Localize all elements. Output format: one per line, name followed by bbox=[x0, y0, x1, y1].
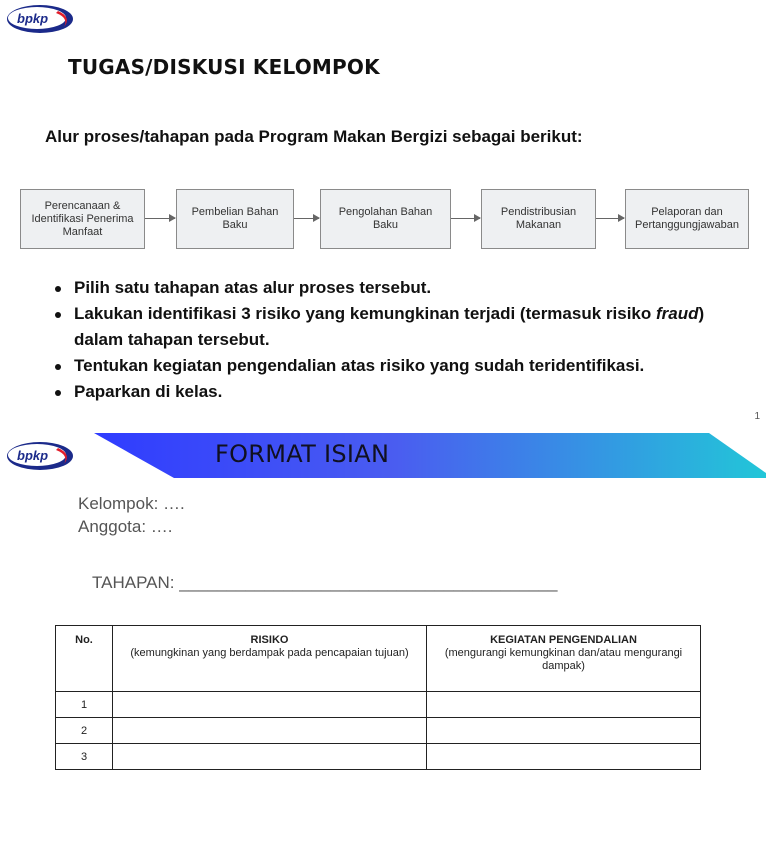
instruction-item: Lakukan identifikasi 3 risiko yang kemungkinan terjadi (termasuk risiko fraud) dalam tahapan tersebut. bbox=[53, 301, 753, 353]
flow-step-pendistribusian: Pendistribusian Makanan bbox=[481, 189, 596, 249]
table-header-row bbox=[56, 626, 701, 692]
bpkp-logo bbox=[6, 440, 78, 472]
process-flow bbox=[20, 189, 750, 251]
intro-text: Alur proses/tahapan pada Program Makan Bergizi sebagai berikut: bbox=[45, 127, 583, 146]
slide-tugas-diskusi bbox=[0, 0, 768, 430]
table-row bbox=[56, 718, 701, 744]
instruction-item: Tentukan kegiatan pengendalian atas risiko yang sudah teridentifikasi. bbox=[53, 353, 753, 379]
page-number: 1 bbox=[754, 411, 760, 422]
flow-arrow-icon bbox=[596, 218, 624, 219]
logo-text: bpkp bbox=[17, 448, 49, 463]
flow-step-pengolahan: Pengolahan Bahan Baku bbox=[320, 189, 451, 249]
kegiatan-cell[interactable] bbox=[427, 718, 701, 744]
risk-table bbox=[55, 625, 701, 770]
table-row bbox=[56, 692, 701, 718]
kegiatan-cell[interactable] bbox=[427, 744, 701, 770]
row-number: 2 bbox=[56, 718, 113, 744]
header-no: No. bbox=[56, 626, 113, 692]
flow-arrow-icon bbox=[294, 218, 319, 219]
bullet-icon bbox=[55, 364, 61, 370]
kelompok-field: Kelompok: …. bbox=[78, 494, 185, 513]
flow-step-pelaporan: Pelaporan dan Pertanggungjawaban bbox=[625, 189, 749, 249]
slide-format-isian bbox=[0, 430, 768, 866]
flow-step-pembelian: Pembelian Bahan Baku bbox=[176, 189, 294, 249]
kegiatan-cell[interactable] bbox=[427, 692, 701, 718]
page-title: TUGAS/DISKUSI KELOMPOK bbox=[68, 55, 380, 79]
section-title: FORMAT ISIAN bbox=[215, 440, 390, 468]
flow-arrow-icon bbox=[451, 218, 480, 219]
row-number: 3 bbox=[56, 744, 113, 770]
tahapan-field: TAHAPAN: ________________________________________ bbox=[92, 573, 558, 592]
header-kegiatan: KEGIATAN PENGENDALIAN (mengurangi kemungkinan dan/atau mengurangi dampak) bbox=[427, 626, 701, 692]
title-banner bbox=[94, 433, 766, 478]
table-row bbox=[56, 744, 701, 770]
bullet-icon bbox=[55, 312, 61, 318]
logo-text: bpkp bbox=[17, 11, 49, 26]
instruction-item: Paparkan di kelas. bbox=[53, 379, 753, 405]
instruction-item: Pilih satu tahapan atas alur proses tersebut. bbox=[53, 275, 753, 301]
anggota-field: Anggota: …. bbox=[78, 517, 173, 536]
flow-step-perencanaan: Perencanaan & Identifikasi Penerima Manfaat bbox=[20, 189, 145, 249]
risiko-cell[interactable] bbox=[113, 718, 427, 744]
instruction-list bbox=[53, 275, 753, 405]
risiko-cell[interactable] bbox=[113, 744, 427, 770]
group-fields bbox=[78, 492, 185, 538]
bpkp-logo bbox=[6, 3, 78, 35]
header-risiko: RISIKO (kemungkinan yang berdampak pada pencapaian tujuan) bbox=[113, 626, 427, 692]
row-number: 1 bbox=[56, 692, 113, 718]
bullet-icon bbox=[55, 286, 61, 292]
risiko-cell[interactable] bbox=[113, 692, 427, 718]
flow-arrow-icon bbox=[145, 218, 175, 219]
bullet-icon bbox=[55, 390, 61, 396]
